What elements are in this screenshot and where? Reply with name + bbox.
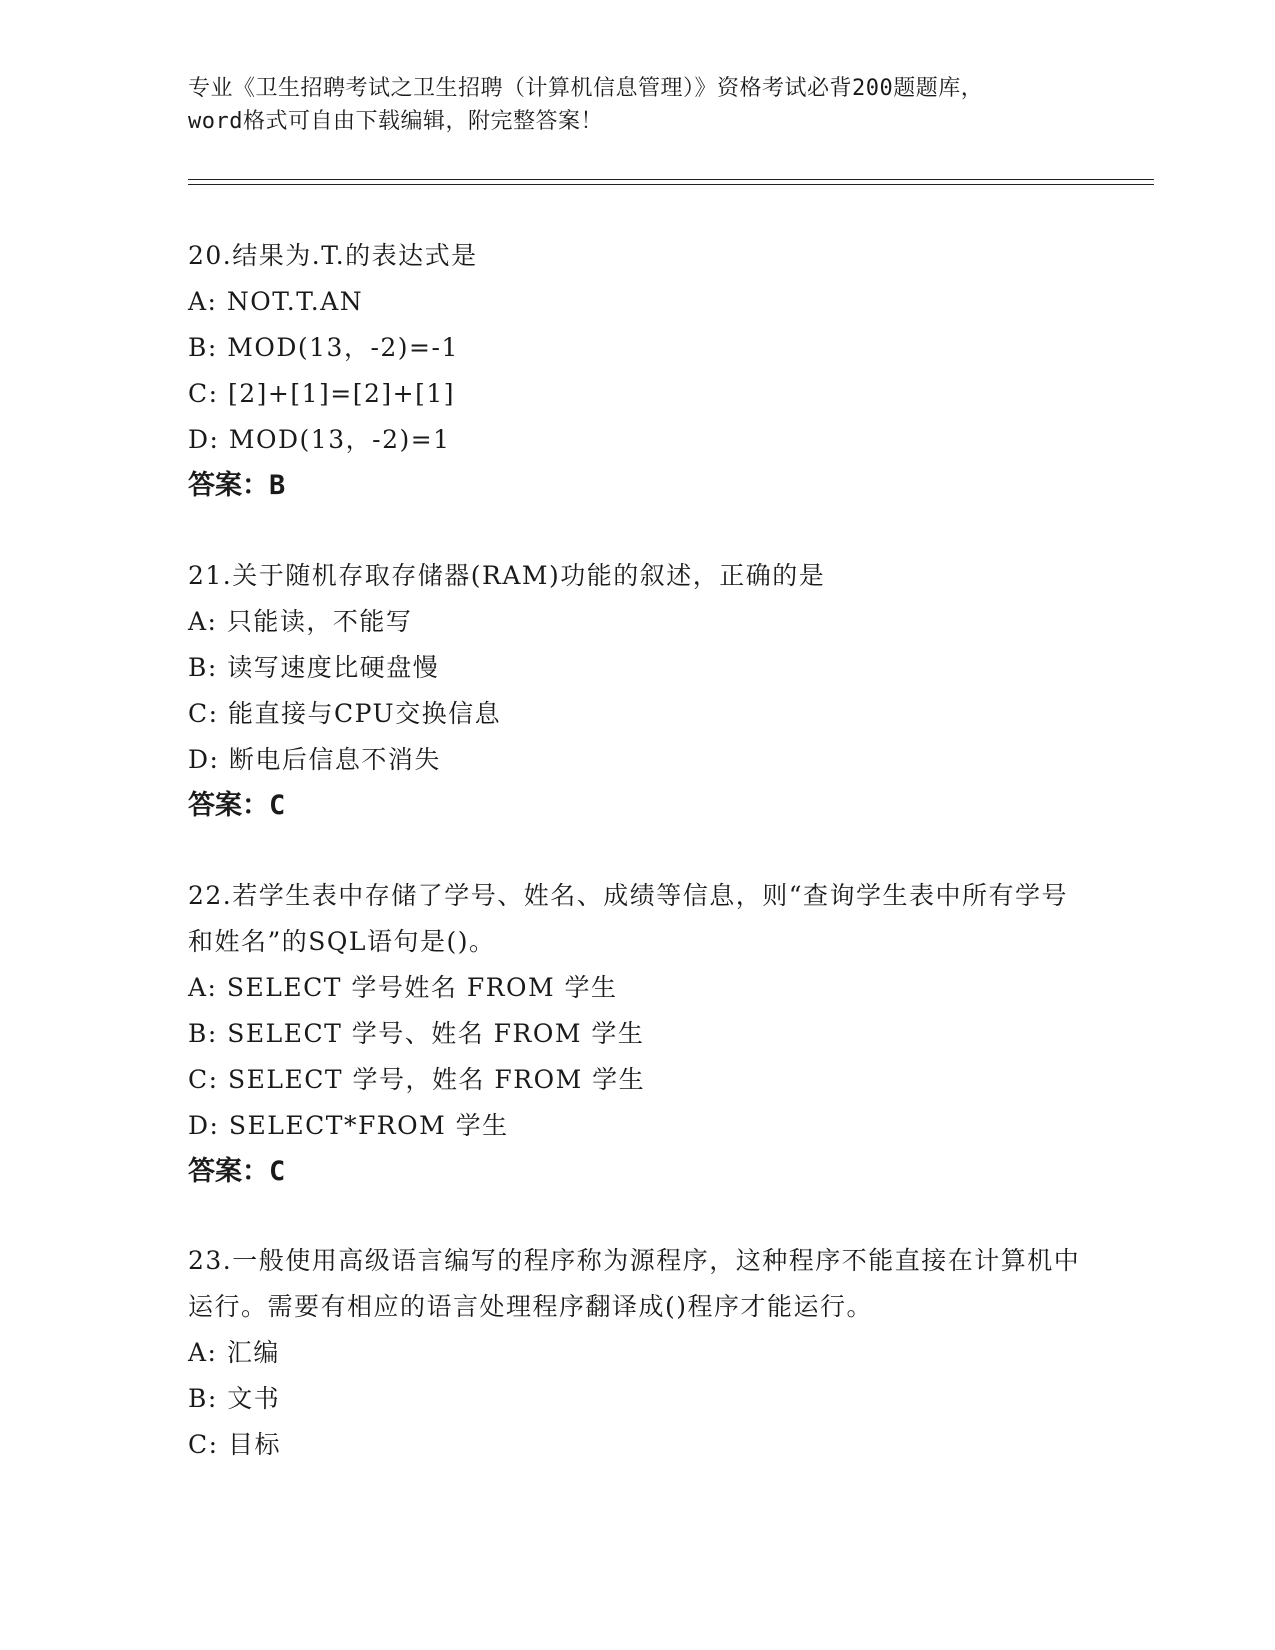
option-c: C: 目标 — [188, 1430, 281, 1459]
question-stem: 23.一般使用高级语言编写的程序称为源程序，这种程序不能直接在计算机中运行。需要有相应的语言处理程序翻译成()程序才能运行。 — [188, 1246, 1081, 1321]
option-c: C: 能直接与CPU交换信息 — [188, 699, 502, 728]
question-20 — [188, 233, 1088, 509]
option-d: D: MOD(13，-2)=1 — [188, 425, 451, 454]
question-stem: 21.关于随机存取存储器(RAM)功能的叙述，正确的是 — [188, 561, 826, 590]
option-b: B: 文书 — [188, 1384, 281, 1413]
option-a: A: NOT.T.AN — [188, 287, 364, 316]
header-divider-bottom — [188, 184, 1154, 185]
answer-label: 答案：B — [188, 470, 286, 501]
question-stem: 20.结果为.T.的表达式是 — [188, 241, 478, 270]
option-c: C: [2]+[1]=[2]+[1] — [188, 379, 455, 408]
header-line-1: 专业《卫生招聘考试之卫生招聘（计算机信息管理）》资格考试必背200题题库， — [188, 76, 984, 101]
option-a: A: 只能读，不能写 — [188, 607, 413, 636]
answer-label: 答案：C — [188, 790, 286, 821]
option-b: B: 读写速度比硬盘慢 — [188, 653, 440, 682]
option-b: B: MOD(13，-2)=-1 — [188, 333, 459, 362]
option-b: B: SELECT 学号、姓名 FROM 学生 — [188, 1019, 645, 1048]
header-divider-top — [188, 179, 1154, 180]
option-d: D: 断电后信息不消失 — [188, 745, 441, 774]
option-a: A: SELECT 学号姓名 FROM 学生 — [188, 973, 618, 1002]
question-21 — [188, 553, 1088, 829]
option-a: A: 汇编 — [188, 1338, 280, 1367]
document-header — [188, 72, 1088, 138]
answer-label: 答案：C — [188, 1156, 286, 1187]
question-23 — [188, 1238, 1088, 1468]
option-d: D: SELECT*FROM 学生 — [188, 1111, 509, 1140]
question-22 — [188, 873, 1088, 1195]
header-line-2: word格式可自由下载编辑，附完整答案！ — [188, 109, 603, 134]
option-c: C: SELECT 学号，姓名 FROM 学生 — [188, 1065, 646, 1094]
question-stem: 22.若学生表中存储了学号、姓名、成绩等信息，则“查询学生表中所有学号和姓名”的SQL语句是()。 — [188, 881, 1069, 956]
